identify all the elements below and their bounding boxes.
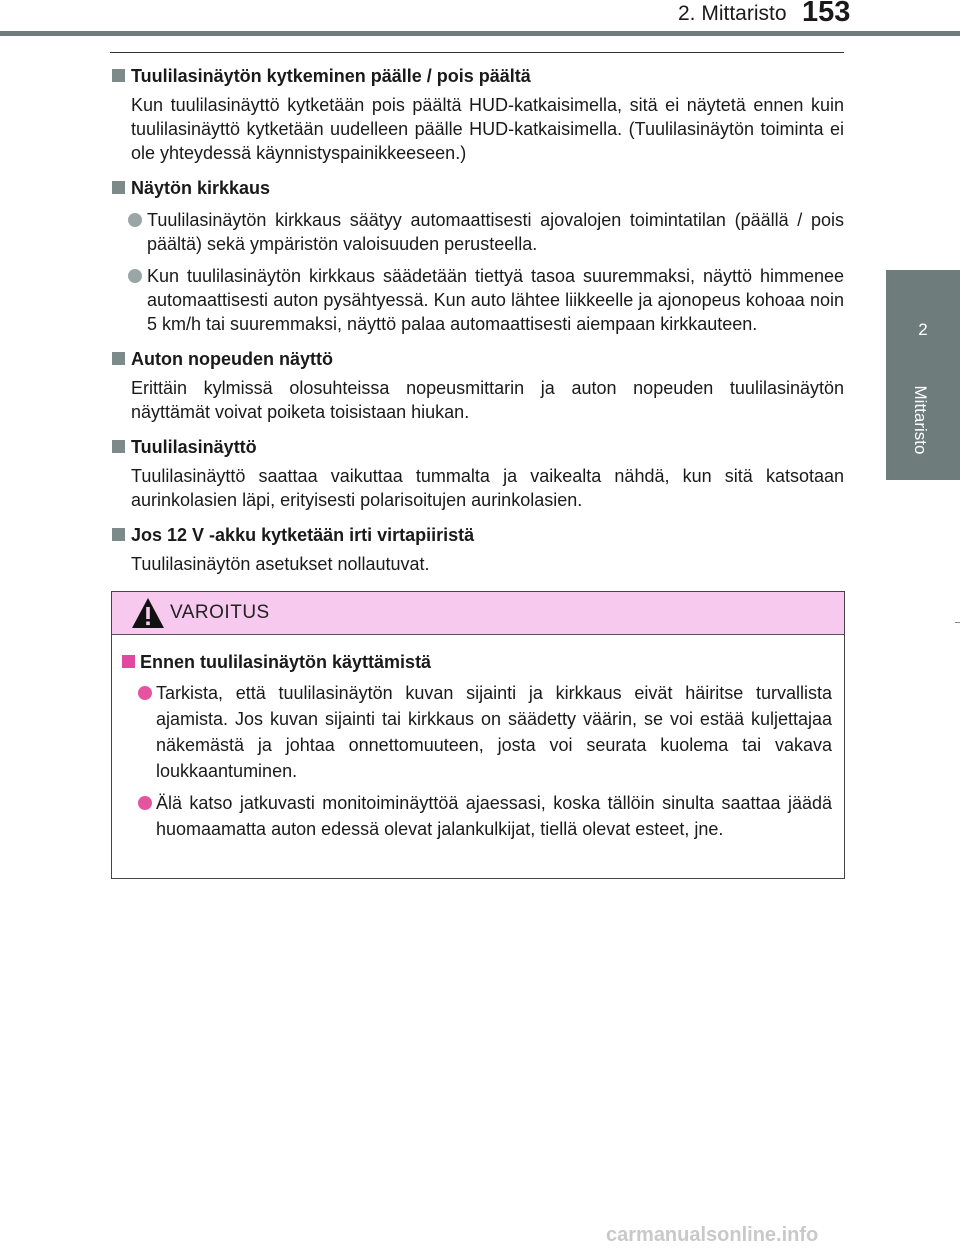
warning-box xyxy=(111,591,845,879)
section-heading: Näytön kirkkaus xyxy=(111,176,844,200)
circle-bullet-icon xyxy=(128,213,142,227)
section-paragraph: Erittäin kylmissä olosuhteissa nopeusmittarin ja auton nopeuden tuulilasinäytön näyttämät voivat poiketa toisistaan hiukan. xyxy=(131,378,844,422)
warning-heading: Ennen tuulilasinäytön käyttämistä xyxy=(120,650,832,674)
warning-header xyxy=(112,592,844,635)
header-rule xyxy=(0,31,960,36)
margin-mark xyxy=(955,622,960,623)
section-paragraph: Kun tuulilasinäyttö kytketään pois päältä HUD-katkaisimella, sitä ei näytetä ennen kuin tuulilasinäyttö kytketään uudelleen päälle HUD-katkaisimella. (Tuulilasinäytön toiminta ei ole yhteydessä käynnistyspainikkeeseen.) xyxy=(131,95,844,163)
warning-list-item: Älä katso jatkuvasti monitoiminäyttöä ajaessasi, koska tällöin sinulta saattaa jäädä huomaamatta auton edessä olevat jalankulkijat, tiellä olevat esteet, jne. xyxy=(120,790,832,842)
main-content xyxy=(111,64,844,576)
circle-bullet-icon xyxy=(138,686,152,700)
warning-triangle-icon xyxy=(130,596,166,630)
section-heading: Auton nopeuden näyttö xyxy=(111,347,844,371)
circle-bullet-icon xyxy=(128,269,142,283)
watermark: carmanualsonline.info xyxy=(606,1224,819,1246)
section-heading: Jos 12 V -akku kytketään irti virtapiiristä xyxy=(111,523,844,547)
section-paragraph: Tuulilasinäyttö saattaa vaikuttaa tummalta ja vaikealta nähdä, kun sitä katsotaan aurinkolasien läpi, erityisesti polarisoitujen aurinkolasien. xyxy=(131,466,844,510)
side-tab-number: 2 xyxy=(918,320,928,339)
content-top-rule xyxy=(110,52,844,53)
warning-label: VAROITUS xyxy=(170,602,270,623)
square-bullet-icon xyxy=(112,69,125,82)
chapter-title: 2. Mittaristo xyxy=(678,2,787,25)
square-bullet-icon xyxy=(112,352,125,365)
section-heading: Tuulilasinäytön kytkeminen päälle / pois päältä xyxy=(111,64,844,88)
chapter-side-tab xyxy=(886,270,960,480)
square-bullet-icon xyxy=(122,655,135,668)
section-paragraph: Tuulilasinäytön asetukset nollautuvat. xyxy=(131,554,430,574)
side-tab-label: Mittaristo xyxy=(911,385,930,455)
circle-bullet-icon xyxy=(138,796,152,810)
list-item: Kun tuulilasinäytön kirkkaus säädetään tiettyä tasoa suuremmaksi, näyttö himmenee automaattisesti auton pysähtyessä. Kun auto lähtee liikkeelle ja ajonopeus kohoaa noin 5 km/h tai suuremmaksi, näyttö palaa automaattisesti aiempaan kirkkauteen. xyxy=(111,264,844,336)
list-item: Tuulilasinäytön kirkkaus säätyy automaattisesti ajovalojen toimintatilan (päällä / pois päältä) sekä ympäristön valoisuuden perusteella. xyxy=(111,208,844,256)
warning-list-item: Tarkista, että tuulilasinäytön kuvan sijainti ja kirkkaus eivät häiritse turvallista ajamista. Jos kuvan sijainti tai kirkkaus on säädetty väärin, se voi estää kuljettajaa näkemästä ja johtaa onnettomuuteen, josta voi seurata kuolema tai vakava loukkaantuminen. xyxy=(120,680,832,784)
warning-body xyxy=(112,635,844,842)
square-bullet-icon xyxy=(112,181,125,194)
square-bullet-icon xyxy=(112,528,125,541)
page-number: 153 xyxy=(802,0,851,28)
square-bullet-icon xyxy=(112,440,125,453)
section-heading: Tuulilasinäyttö xyxy=(111,435,844,459)
